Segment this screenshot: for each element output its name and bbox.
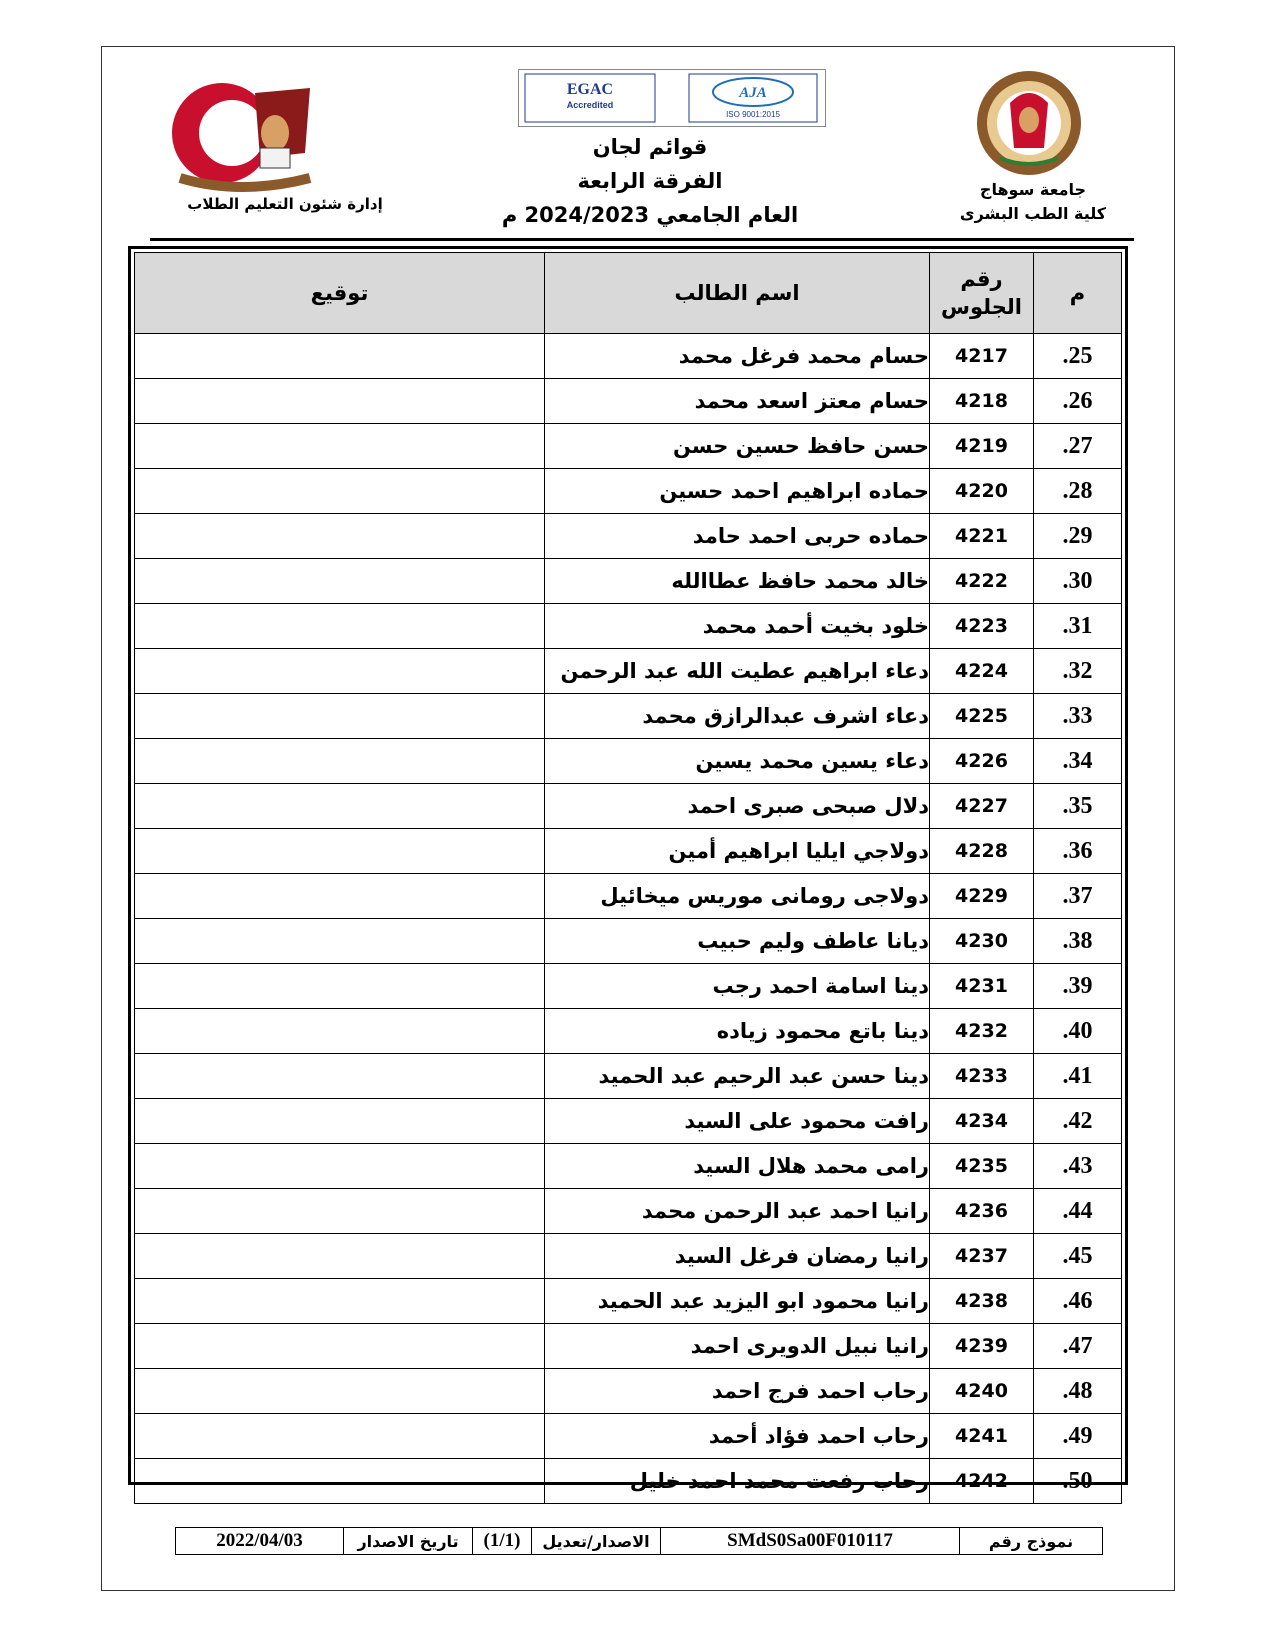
- seat-number: 4236: [930, 1189, 1034, 1234]
- col-index-header: م: [1034, 253, 1122, 334]
- issue-date-value: 2022/04/03: [216, 1530, 303, 1551]
- student-name: رحاب احمد فرج احمد: [545, 1369, 930, 1414]
- certification-logos: [518, 69, 826, 127]
- row-index: .48: [1034, 1369, 1122, 1414]
- table-row: [135, 649, 1122, 694]
- table-row: [135, 1099, 1122, 1144]
- issue-date-label: تاريخ الاصدار: [343, 1528, 472, 1554]
- table-row: [135, 919, 1122, 964]
- student-name: خالد محمد حافظ عطاالله: [545, 559, 930, 604]
- col-signature-header: توقيع: [135, 253, 545, 334]
- student-name: حماده ابراهيم احمد حسين: [545, 469, 930, 514]
- student-name: ديانا عاطف وليم حبيب: [545, 919, 930, 964]
- student-name: رانيا احمد عبد الرحمن محمد: [545, 1189, 930, 1234]
- row-index: .25: [1034, 334, 1122, 379]
- signature-cell: [135, 1144, 545, 1189]
- seat-number: 4229: [930, 874, 1034, 919]
- table-row: [135, 1054, 1122, 1099]
- document-titles: [470, 130, 830, 232]
- signature-cell: [135, 784, 545, 829]
- row-index: .28: [1034, 469, 1122, 514]
- row-index: .27: [1034, 424, 1122, 469]
- student-name: رانيا رمضان فرغل السيد: [545, 1234, 930, 1279]
- admin-dept-label: إدارة شئون التعليم الطلاب: [187, 195, 383, 213]
- signature-cell: [135, 1459, 545, 1504]
- col-seat-header-line1: رقم: [960, 267, 1003, 291]
- svg-text:ISO 9001:2015: ISO 9001:2015: [726, 110, 780, 119]
- seat-number: 4230: [930, 919, 1034, 964]
- signature-cell: [135, 1054, 545, 1099]
- student-name: حماده حربى احمد حامد: [545, 514, 930, 559]
- signature-cell: [135, 919, 545, 964]
- roster-body: [135, 334, 1122, 1504]
- table-row: [135, 1009, 1122, 1054]
- row-index: .34: [1034, 739, 1122, 784]
- row-index: .29: [1034, 514, 1122, 559]
- student-name: دلال صبحى صبرى احمد: [545, 784, 930, 829]
- table-row: [135, 514, 1122, 559]
- table-row: [135, 694, 1122, 739]
- row-index: .37: [1034, 874, 1122, 919]
- signature-cell: [135, 694, 545, 739]
- signature-cell: [135, 424, 545, 469]
- table-row: [135, 1279, 1122, 1324]
- row-index: .41: [1034, 1054, 1122, 1099]
- table-row: [135, 964, 1122, 1009]
- signature-cell: [135, 469, 545, 514]
- table-row: [135, 334, 1122, 379]
- version-value: (1/1): [472, 1528, 531, 1554]
- egac-mark: EGAC: [566, 81, 614, 98]
- seat-number: 4228: [930, 829, 1034, 874]
- table-row: [135, 604, 1122, 649]
- student-name: رامى محمد هلال السيد: [545, 1144, 930, 1189]
- seat-number: 4224: [930, 649, 1034, 694]
- seat-number: 4222: [930, 559, 1034, 604]
- student-name: دعاء يسين محمد يسين: [545, 739, 930, 784]
- table-row: [135, 1234, 1122, 1279]
- row-index: .38: [1034, 919, 1122, 964]
- table-row: [135, 379, 1122, 424]
- form-code: SMdS0Sa00F010117: [660, 1528, 959, 1554]
- student-name: دينا حسن عبد الرحيم عبد الحميد: [545, 1054, 930, 1099]
- table-row: [135, 874, 1122, 919]
- signature-cell: [135, 1414, 545, 1459]
- row-index: .43: [1034, 1144, 1122, 1189]
- version-label: الاصدار/تعديل: [531, 1528, 660, 1554]
- signature-cell: [135, 829, 545, 874]
- student-name: دينا باتع محمود زياده: [545, 1009, 930, 1054]
- signature-cell: [135, 739, 545, 784]
- seat-number: 4234: [930, 1099, 1034, 1144]
- roster-table-frame: [128, 246, 1128, 1494]
- student-name: رحاب رفعت محمد احمد خليل: [545, 1459, 930, 1504]
- col-name-header: اسم الطالب: [545, 253, 930, 334]
- student-name: دولاجي ايليا ابراهيم أمين: [545, 829, 930, 874]
- title-committees: قوائم لجان: [592, 135, 708, 159]
- seat-number: 4238: [930, 1279, 1034, 1324]
- svg-text:AJA: AJA: [739, 85, 767, 101]
- university-name: جامعة سوهاج: [979, 180, 1087, 199]
- row-index: .40: [1034, 1009, 1122, 1054]
- table-row: [135, 829, 1122, 874]
- signature-cell: [135, 1189, 545, 1234]
- form-label: نموذج رقم: [959, 1528, 1102, 1554]
- row-index: .46: [1034, 1279, 1122, 1324]
- svg-text:Accredited: Accredited: [566, 100, 614, 110]
- university-heading: [958, 178, 1108, 226]
- table-row: [135, 1369, 1122, 1414]
- signature-cell: [135, 1234, 545, 1279]
- row-index: .39: [1034, 964, 1122, 1009]
- title-year-level: الفرقة الرابعة: [577, 169, 723, 193]
- seat-number: 4218: [930, 379, 1034, 424]
- faculty-name: كلية الطب البشرى: [959, 204, 1107, 223]
- signature-cell: [135, 559, 545, 604]
- student-name: دينا اسامة احمد رجب: [545, 964, 930, 1009]
- student-name: دعاء ابراهيم عطيت الله عبد الرحمن: [545, 649, 930, 694]
- student-name: حسام محمد فرغل محمد: [545, 334, 930, 379]
- table-row: [135, 1144, 1122, 1189]
- row-index: .45: [1034, 1234, 1122, 1279]
- seat-number: 4225: [930, 694, 1034, 739]
- col-seat-header-line2: الجلوس: [941, 295, 1022, 319]
- row-index: .44: [1034, 1189, 1122, 1234]
- row-index: .33: [1034, 694, 1122, 739]
- table-row: [135, 559, 1122, 604]
- signature-cell: [135, 379, 545, 424]
- table-header-row: [135, 253, 1122, 334]
- student-name: حسن حافظ حسين حسن: [545, 424, 930, 469]
- signature-cell: [135, 1099, 545, 1144]
- student-name: رافت محمود على السيد: [545, 1099, 930, 1144]
- row-index: .49: [1034, 1414, 1122, 1459]
- table-row: [135, 1414, 1122, 1459]
- university-logo: [970, 68, 1088, 178]
- seat-number: 4237: [930, 1234, 1034, 1279]
- student-name: رحاب احمد فؤاد أحمد: [545, 1414, 930, 1459]
- signature-cell: [135, 604, 545, 649]
- header-divider: [150, 238, 1134, 241]
- title-academic-year: العام الجامعي 2024/2023 م: [501, 203, 799, 227]
- col-seat-header: [930, 253, 1034, 334]
- row-index: .30: [1034, 559, 1122, 604]
- seat-number: 4221: [930, 514, 1034, 559]
- seat-number: 4241: [930, 1414, 1034, 1459]
- row-index: .42: [1034, 1099, 1122, 1144]
- seat-number: 4239: [930, 1324, 1034, 1369]
- signature-cell: [135, 514, 545, 559]
- student-name: رانيا محمود ابو اليزيد عبد الحميد: [545, 1279, 930, 1324]
- seat-number: 4233: [930, 1054, 1034, 1099]
- row-index: .36: [1034, 829, 1122, 874]
- seat-number: 4240: [930, 1369, 1034, 1414]
- roster-table: [134, 252, 1122, 1504]
- seat-number: 4231: [930, 964, 1034, 1009]
- row-index: .32: [1034, 649, 1122, 694]
- table-row: [135, 1459, 1122, 1504]
- student-name: دولاجى رومانى موريس ميخائيل: [545, 874, 930, 919]
- seat-number: 4217: [930, 334, 1034, 379]
- table-row: [135, 784, 1122, 829]
- student-name: دعاء اشرف عبدالرازق محمد: [545, 694, 930, 739]
- row-index: .31: [1034, 604, 1122, 649]
- seat-number: 4223: [930, 604, 1034, 649]
- signature-cell: [135, 1369, 545, 1414]
- form-footer: [175, 1527, 1103, 1555]
- row-index: .50: [1034, 1459, 1122, 1504]
- table-row: [135, 1324, 1122, 1369]
- signature-cell: [135, 334, 545, 379]
- signature-cell: [135, 1279, 545, 1324]
- seat-number: 4226: [930, 739, 1034, 784]
- student-name: رانيا نبيل الدويرى احمد: [545, 1324, 930, 1369]
- table-row: [135, 469, 1122, 514]
- table-row: [135, 739, 1122, 784]
- signature-cell: [135, 1009, 545, 1054]
- table-row: [135, 1189, 1122, 1234]
- row-index: .26: [1034, 379, 1122, 424]
- seat-number: 4235: [930, 1144, 1034, 1189]
- row-index: .35: [1034, 784, 1122, 829]
- seat-number: 4227: [930, 784, 1034, 829]
- signature-cell: [135, 874, 545, 919]
- signature-cell: [135, 964, 545, 1009]
- seat-number: 4232: [930, 1009, 1034, 1054]
- signature-cell: [135, 649, 545, 694]
- student-name: حسام معتز اسعد محمد: [545, 379, 930, 424]
- seat-number: 4219: [930, 424, 1034, 469]
- signature-cell: [135, 1324, 545, 1369]
- seat-number: 4220: [930, 469, 1034, 514]
- table-row: [135, 424, 1122, 469]
- seat-number: 4242: [930, 1459, 1034, 1504]
- faculty-logo: [160, 78, 330, 193]
- student-name: خلود بخيت أحمد محمد: [545, 604, 930, 649]
- row-index: .47: [1034, 1324, 1122, 1369]
